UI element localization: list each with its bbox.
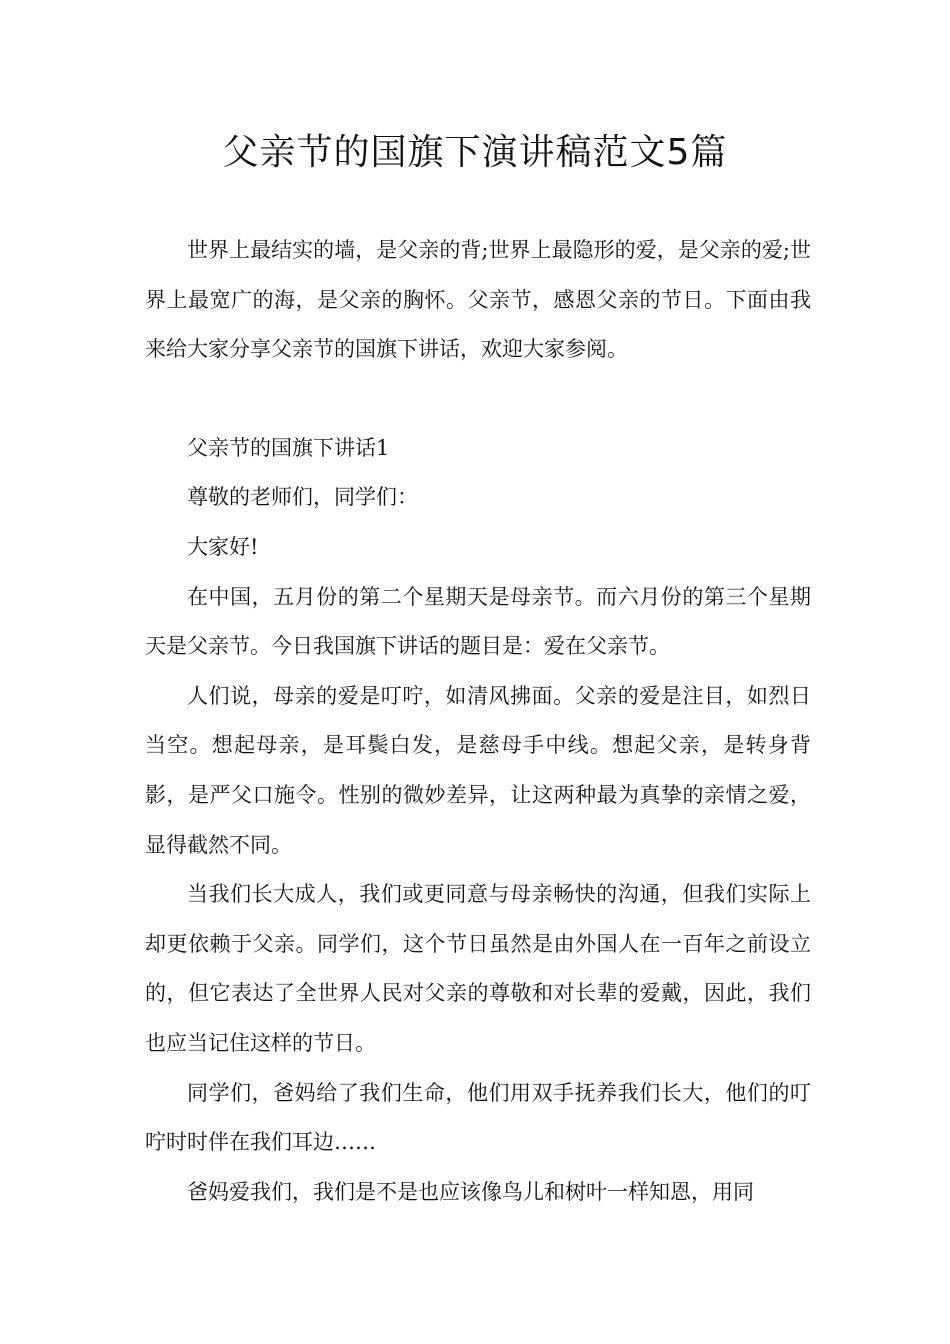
- document-body: [145, 226, 811, 1217]
- salutation: 尊敬的老师们，同学们：: [187, 485, 418, 510]
- body-paragraph: 爸妈爱我们，我们是不是也应该像鸟儿和树叶一样知恩，用同: [187, 1179, 754, 1204]
- body-paragraph: 同学们，爸妈给了我们生命，他们用双手抚养我们长大，他们的叮咛时时伴在我们耳边……: [145, 1080, 811, 1155]
- intro-paragraph: 世界上最结实的墙，是父亲的背;世界上最隐形的爱，是父亲的爱;世界上最宽广的海，是父亲的胸怀。父亲节，感恩父亲的节日。下面由我来给大家分享父亲节的国旗下讲话，欢迎大家参阅。: [145, 238, 811, 362]
- body-paragraph: 人们说，母亲的爱是叮咛，如清风拂面。父亲的爱是注目，如烈日当空。想起母亲，是耳鬓白发，是慈母手中线。想起父亲，是转身背影，是严父口施令。性别的微妙差异，让这两种最为真挚的亲情之爱，显得截然不同。: [145, 683, 811, 857]
- greeting: 大家好!: [187, 534, 259, 559]
- section-heading: 父亲节的国旗下讲话1: [187, 435, 390, 460]
- document-title: 父亲节的国旗下演讲稿范文5篇: [222, 132, 728, 173]
- body-paragraph: 当我们长大成人，我们或更同意与母亲畅快的沟通，但我们实际上却更依赖于父亲。同学们，这个节日虽然是由外国人在一百年之前设立的，但它表达了全世界人民对父亲的尊敬和对长辈的爱戴，因此，我们也应当记住这样的节日。: [145, 882, 811, 1055]
- body-paragraph: 在中国，五月份的第二个星期天是母亲节。而六月份的第三个星期天是父亲节。今日我国旗下讲话的题目是：爱在父亲节。: [145, 584, 811, 659]
